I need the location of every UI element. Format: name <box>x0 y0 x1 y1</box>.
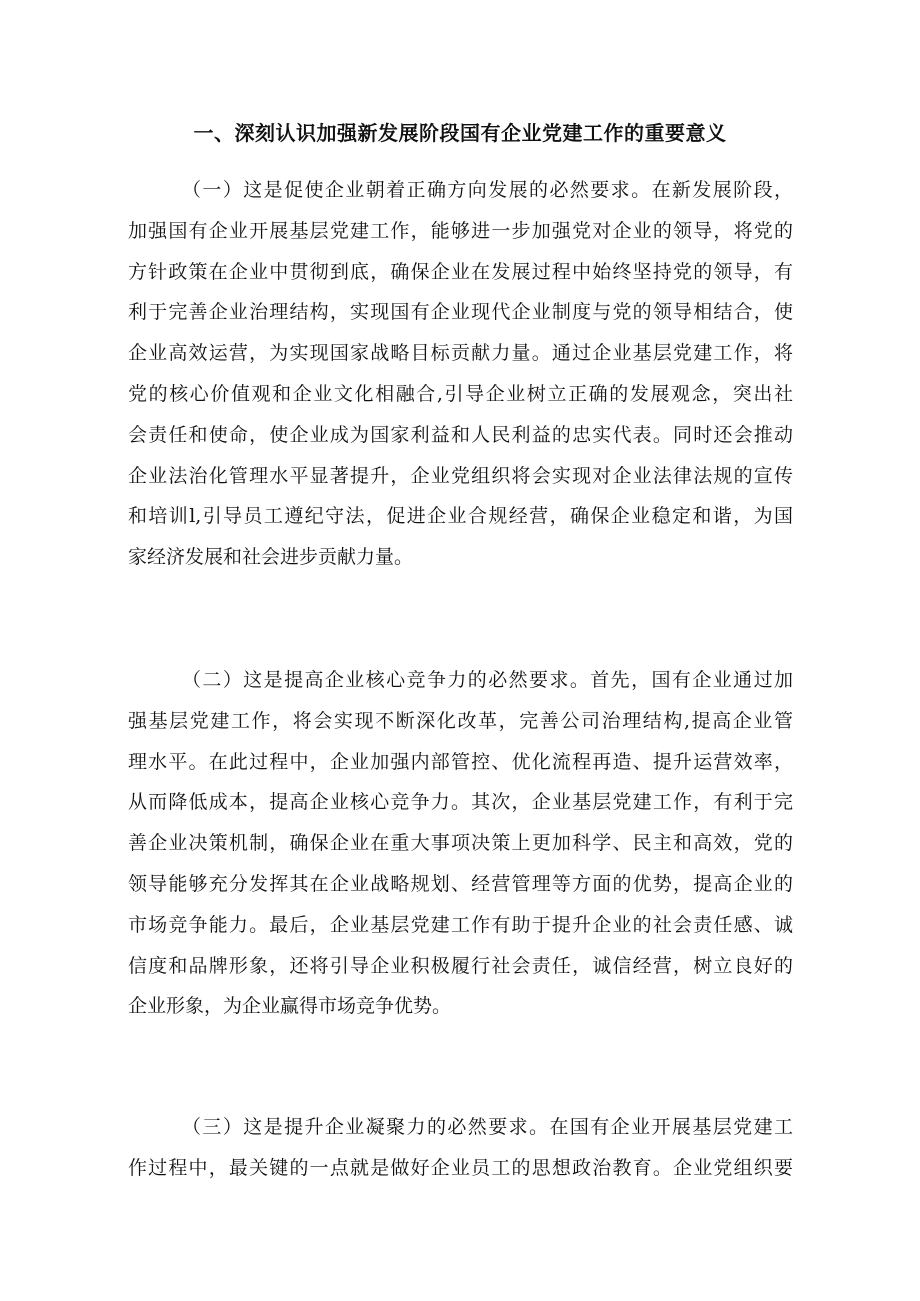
text-line: 企业高效运营，为实现国家战略目标贡献力量。通过企业基层党建工作，将 <box>128 342 793 365</box>
paragraph-2 <box>128 660 793 1027</box>
text-line: 利于完善企业治理结构，实现国有企业现代企业制度与党的领导相结合，使 <box>128 301 793 324</box>
text-line: 从而降低成本，提高企业核心竞争力。其次，企业基层党建工作，有利于完 <box>128 791 793 814</box>
text-line: 善企业决策机制，确保企业在重大事项决策上更加科学、民主和高效，党的 <box>128 832 793 855</box>
text-line: （二）这是提高企业核心竞争力的必然要求。首先，国有企业通过加 <box>182 669 793 691</box>
text-line: （三）这是提升企业凝聚力的必然要求。在国有企业开展基层党建工 <box>182 1116 793 1138</box>
section-heading: 一、深刻认识加强新发展阶段国有企业党建工作的重要意义 <box>193 121 727 145</box>
text-line: 方针政策在企业中贯彻到底，确保企业在发展过程中始终坚持党的领导，有 <box>128 260 793 283</box>
text-line: 企业形象，为企业赢得市场竞争优势。 <box>128 995 452 1018</box>
text-line: 强基层党建工作，将会实现不断深化改革，完善公司治理结构,提高企业管 <box>128 709 793 732</box>
paragraph-1 <box>128 170 793 578</box>
text-line: 信度和品牌形象，还将引导企业积极履行社会责任，诚信经营，树立良好的 <box>128 954 793 977</box>
text-line: 和培训l,引导员工遵纪守法，促进企业合规经营，确保企业稳定和谐，为国 <box>128 505 793 528</box>
text-line: （一）这是促使企业朝着正确方向发展的必然要求。在新发展阶段， <box>182 179 793 201</box>
text-line: 领导能够充分发挥其在企业战略规划、经营管理等方面的优势，提高企业的 <box>128 872 793 895</box>
text-line: 理水平。在此过程中，企业加强内部管控、优化流程再造、提升运营效率， <box>128 750 793 773</box>
text-line: 会责任和使命，使企业成为国家利益和人民利益的忠实代表。同时还会推动 <box>128 423 793 446</box>
text-line: 党的核心价值观和企业文化相融合,引导企业树立正确的发展观念，突出社 <box>128 382 793 405</box>
paragraph-3 <box>128 1107 793 1189</box>
text-line: 企业法治化管理水平显著提升，企业党组织将会实现对企业法律法规的宣传 <box>128 464 793 487</box>
text-line: 市场竞争能力。最后，企业基层党建工作有助于提升企业的社会责任感、诚 <box>128 913 793 936</box>
text-line: 加强国有企业开展基层党建工作，能够进一步加强党对企业的领导，将党的 <box>128 219 793 242</box>
text-line: 家经济发展和社会进步贡献力量。 <box>128 546 414 569</box>
text-line: 作过程中，最关键的一点就是做好企业员工的思想政治教育。企业党组织要 <box>128 1156 793 1179</box>
